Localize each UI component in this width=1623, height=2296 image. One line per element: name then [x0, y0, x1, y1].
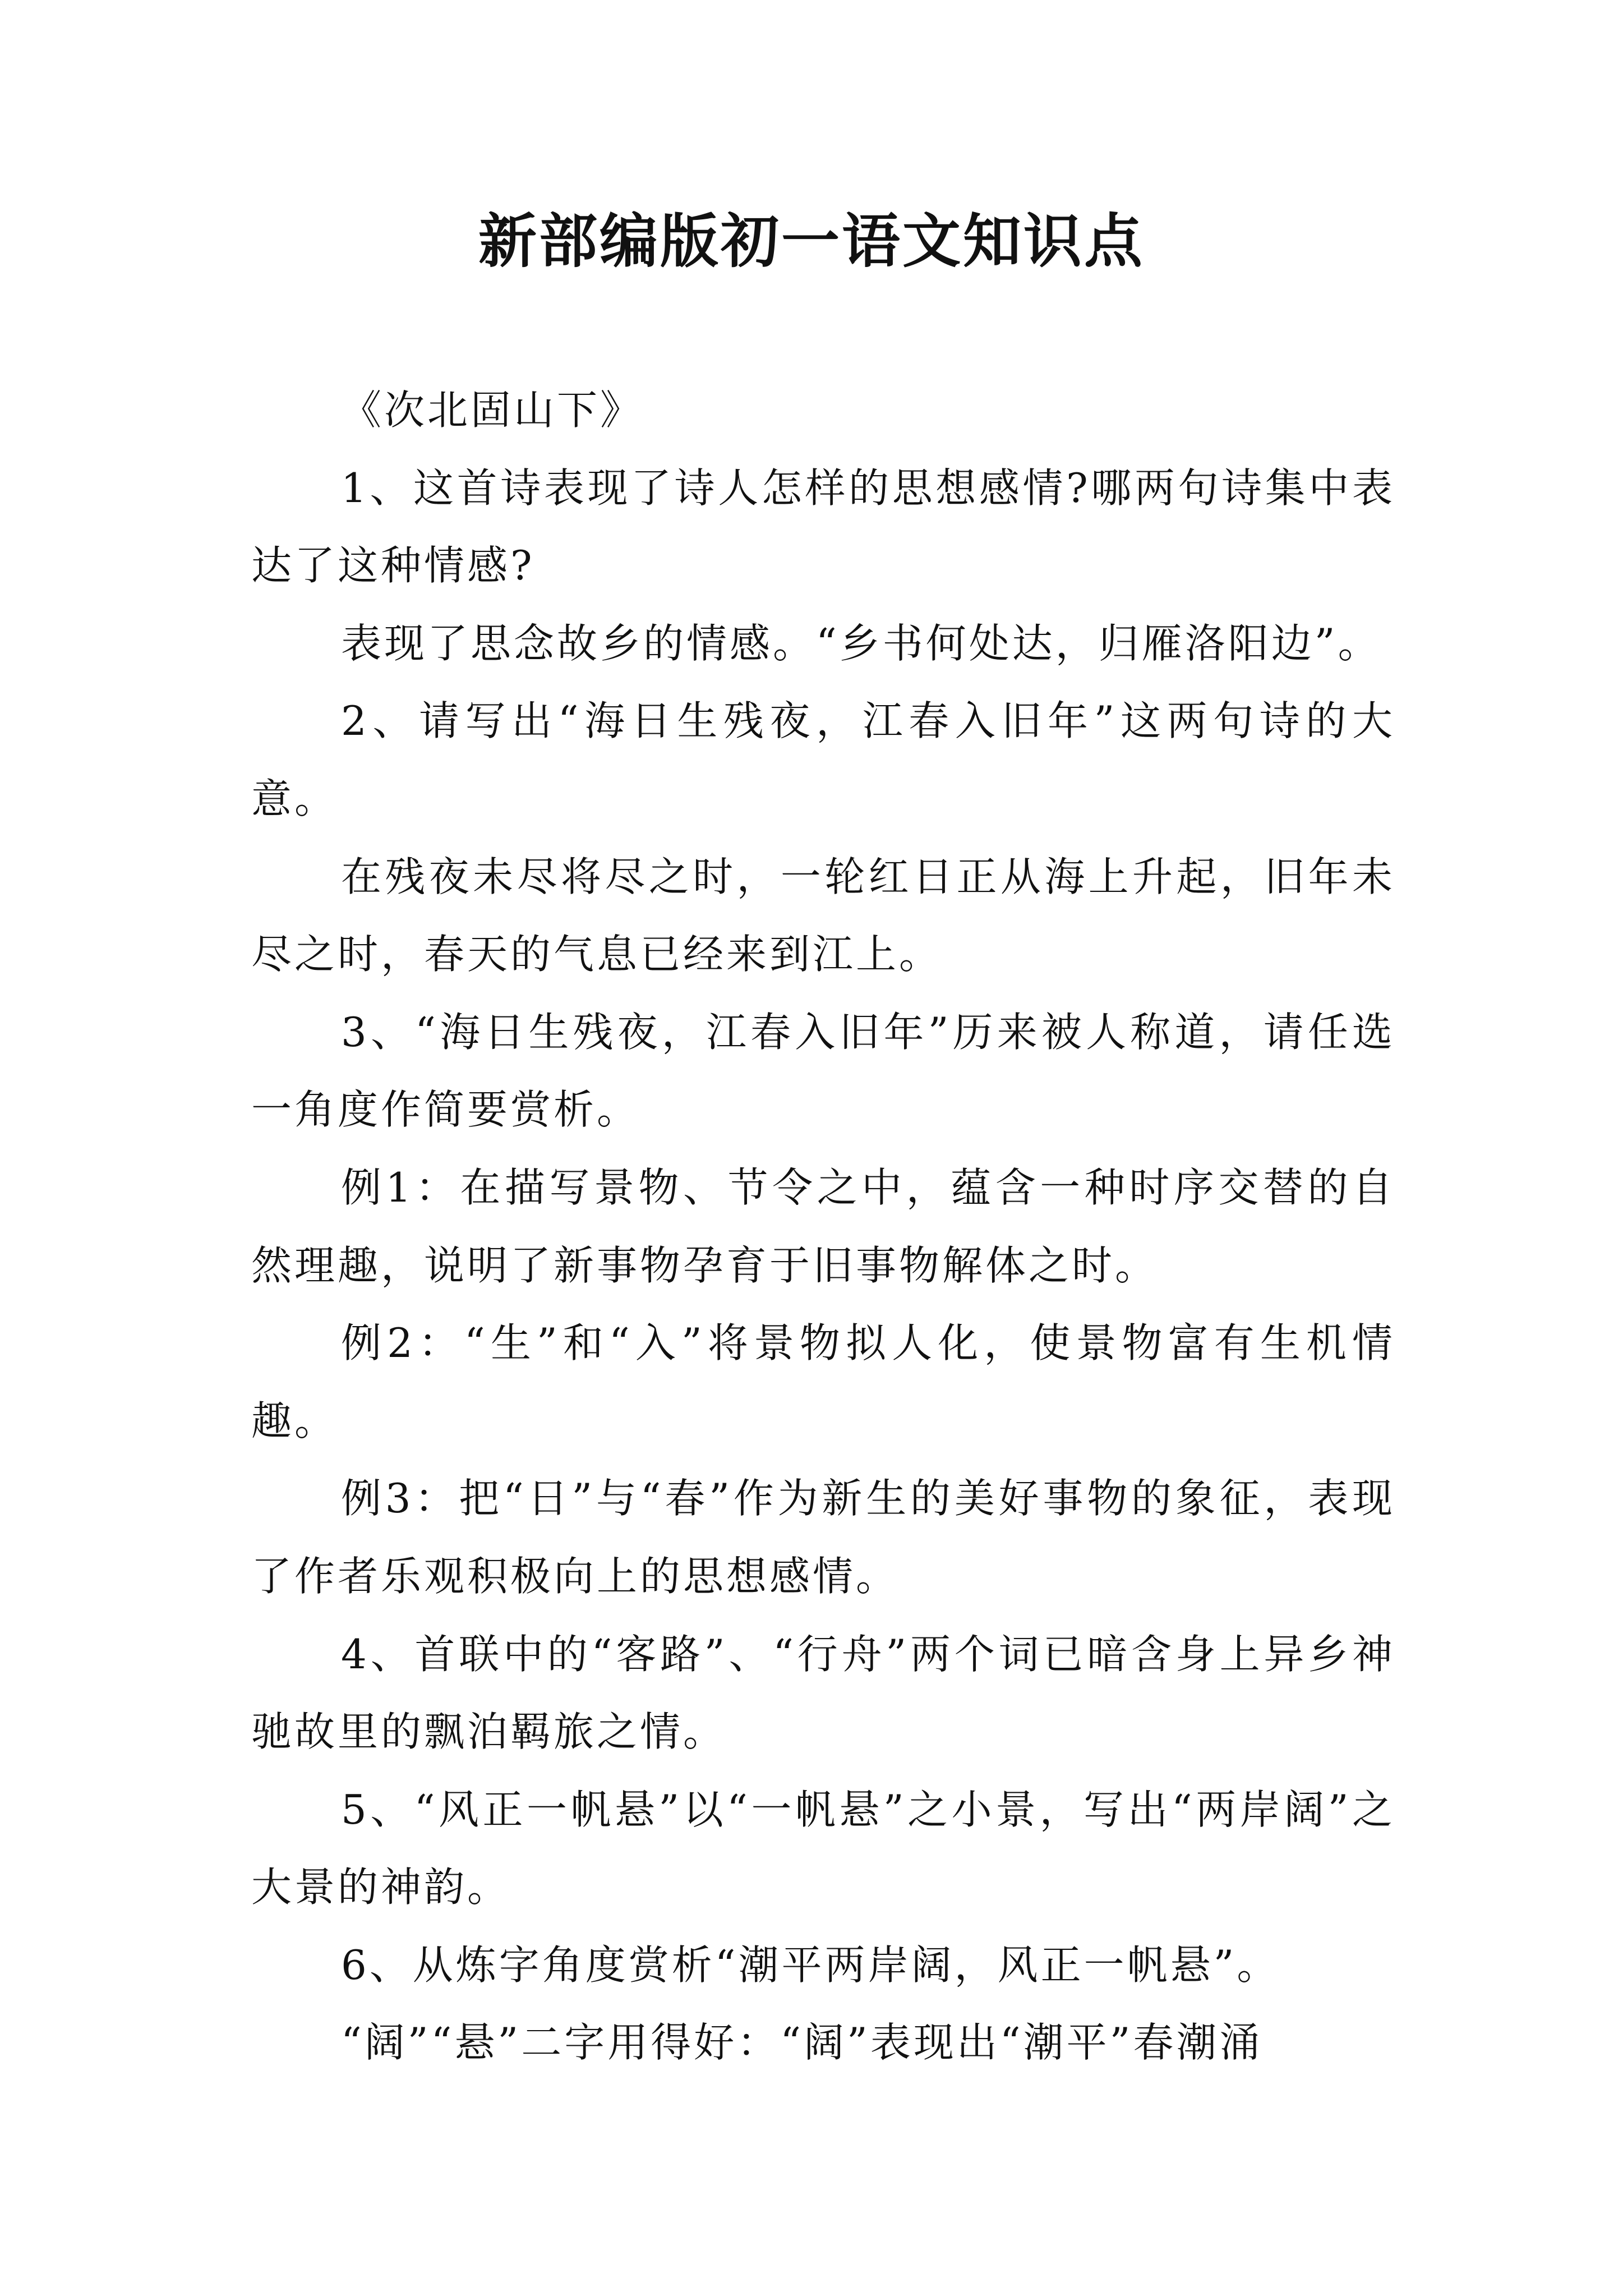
question-3: 3、“海日生残夜，江春入旧年”历来被人称道，请任选一角度作简要赏析。 — [251, 1008, 1395, 1134]
question-6: 6、从炼字角度赏析“潮平两岸阔，风正一帆悬”。 — [341, 1941, 1280, 1989]
answer-1: 表现了思念故乡的情感。“乡书何处达，归雁洛阳边”。 — [341, 619, 1381, 667]
point-5: 5、“风正一帆悬”以“一帆悬”之小景，写出“两岸阔”之大景的神韵。 — [251, 1786, 1395, 1911]
document-title: 新部编版初一语文知识点 — [478, 206, 1145, 275]
answer-6: “阔”“悬”二字用得好：“阔”表现出“潮平”春潮涌 — [341, 2019, 1263, 2067]
question-2: 2、请写出“海日生残夜，江春入旧年”这两句诗的大意。 — [251, 697, 1395, 822]
answer-2: 在残夜未尽将尽之时，一轮红日正从海上升起，旧年未尽之时，春天的气息已经来到江上。 — [251, 853, 1395, 978]
example-2: 例2：“生”和“入”将景物拟人化，使景物富有生机情趣。 — [251, 1319, 1395, 1444]
point-4: 4、首联中的“客路”、“行舟”两个词已暗含身上异乡神驰故里的飘泊羁旅之情。 — [251, 1630, 1395, 1756]
question-1: 1、这首诗表现了诗人怎样的思想感情?哪两句诗集中表达了这种情感? — [251, 464, 1395, 590]
example-1: 例1：在描写景物、节令之中，蕴含一种时序交替的自然理趣，说明了新事物孕育于旧事物解体之时。 — [251, 1163, 1395, 1289]
example-3: 例3：把“日”与“春”作为新生的美好事物的象征，表现了作者乐观积极向上的思想感情。 — [251, 1475, 1395, 1600]
poem-title: 《次北固山下》 — [341, 386, 644, 434]
document-body — [251, 371, 1395, 2082]
